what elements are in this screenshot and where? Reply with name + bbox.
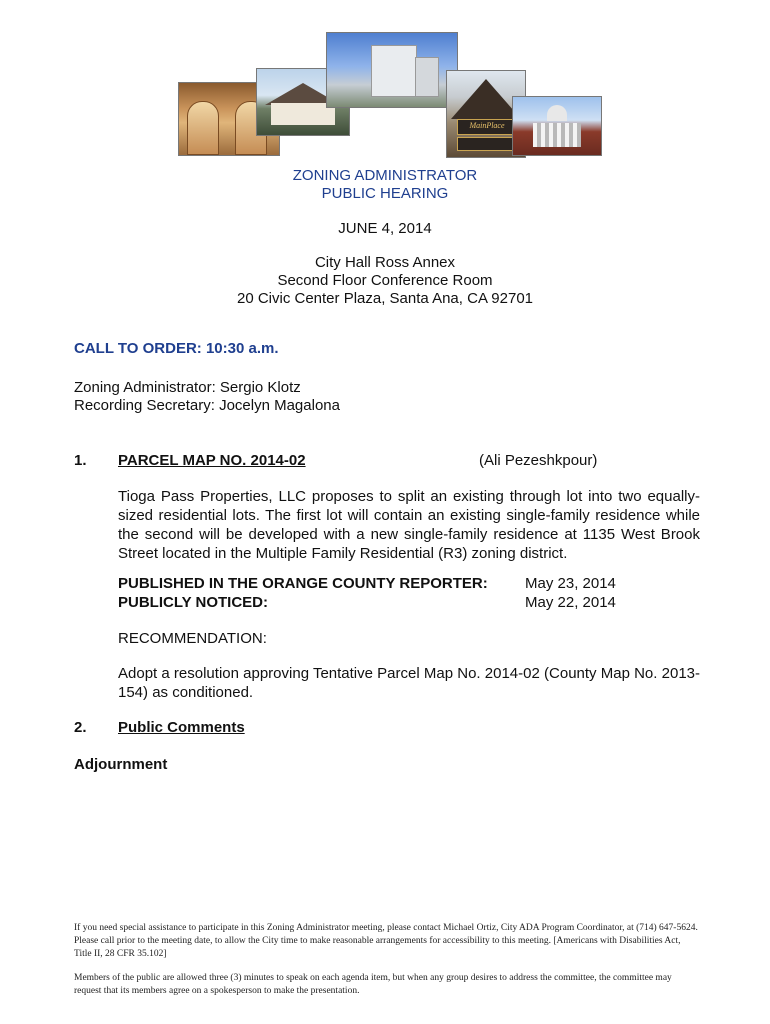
recommendation-label: RECOMMENDATION:	[118, 630, 267, 647]
published-label: PUBLISHED IN THE ORANGE COUNTY REPORTER:	[118, 575, 488, 592]
ada-notice: If you need special assistance to participate in this Zoning Administrator meeting, please contact Michael Ortiz, City ADA Program Coordinator, at (714) 647-5624. Please call prior to the meeting date, to allow the City time to make reasonable arrangements for accessibility to this meeting. [Americans with Disabilities Act, Title II, 28 CFR 35.102]	[74, 923, 698, 959]
item-contact: (Ali Pezeshkpour)	[479, 452, 598, 469]
noticed-label: PUBLICLY NOTICED:	[118, 594, 269, 611]
location-address: 20 Civic Center Plaza, Santa Ana, CA 92701	[236, 290, 533, 307]
item-description: Tioga Pass Properties, LLC proposes to split an existing through lot into two equally-sized residential lots. The first lot will contain an existing single-family residence while the second will be developed with a new single-family residence at 1135 West Brook Street located in the Multiple Family Residential (R3) zoning district.	[118, 488, 700, 562]
recommendation-text: Adopt a resolution approving Tentative Parcel Map No. 2014-02 (County Map No. 2013-154) as conditioned.	[118, 665, 700, 701]
speaking-notice: Members of the public are allowed three (3) minutes to speak on each agenda item, but when any group desires to address the committee, the committee may request that its members agree on a spokesperson to make the presentation.	[74, 973, 672, 996]
document-title: ZONING ADMINISTRATOR	[292, 167, 478, 184]
item-number: 2.	[74, 719, 87, 736]
location-room: Second Floor Conference Room	[277, 272, 493, 289]
document-subtitle: PUBLIC HEARING	[321, 185, 449, 202]
item-number: 1.	[74, 452, 87, 469]
photo-sign-text: MainPlace	[469, 121, 505, 130]
photo-office-building	[326, 32, 458, 108]
zoning-administrator: Zoning Administrator: Sergio Klotz	[74, 379, 301, 396]
location-building: City Hall Ross Annex	[314, 254, 456, 271]
meeting-date: JUNE 4, 2014	[338, 220, 432, 237]
noticed-date: May 22, 2014	[525, 594, 616, 611]
item-title: Public Comments	[118, 719, 245, 736]
photo-civic-building	[512, 96, 602, 156]
item-title: PARCEL MAP NO. 2014-02	[118, 452, 306, 469]
header-photo-collage	[176, 30, 602, 158]
recording-secretary: Recording Secretary: Jocelyn Magalona	[74, 397, 340, 414]
published-date: May 23, 2014	[525, 575, 616, 592]
adjournment: Adjournment	[74, 756, 168, 773]
call-to-order: CALL TO ORDER: 10:30 a.m.	[74, 340, 279, 357]
